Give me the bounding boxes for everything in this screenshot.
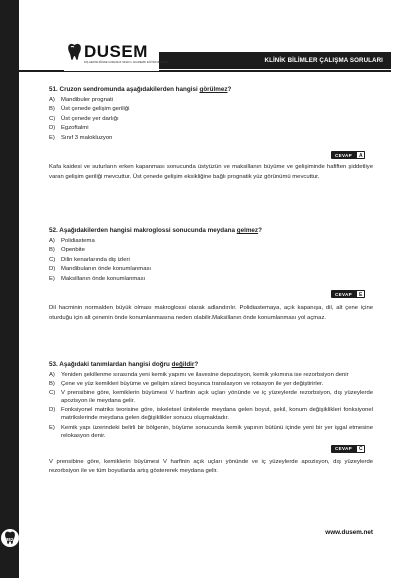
option-letter: B): [49, 106, 55, 113]
question-mark: ?: [227, 86, 232, 93]
option-d: [49, 406, 373, 422]
page-number: 382: [5, 537, 14, 542]
option-letter: E): [49, 134, 55, 141]
option-letter: B): [49, 247, 55, 254]
section-title: KLİNİK BİLİMLER ÇALIŞMA SORULARI: [264, 57, 383, 64]
brand-name: DUSEM: [84, 42, 148, 61]
question-number: 53.: [49, 361, 58, 368]
option-text: Üst çenede gelişim geriliği: [61, 106, 130, 113]
question-text: Aşağıdaki tanımlardan hangisi doğru: [59, 361, 172, 368]
option-a: [49, 371, 373, 379]
option-letter: C): [49, 390, 56, 397]
question-text: Aşağıdakilerden hangisi makroglossi sonucunda meydana: [59, 227, 237, 234]
option-letter: A): [49, 238, 55, 244]
answer-letter: A: [359, 152, 363, 159]
option-text: Üst çenede yer darlığı: [61, 115, 119, 122]
option-e: [49, 424, 373, 440]
question-key-word: değildir: [171, 361, 195, 368]
option-c: [49, 256, 373, 265]
option-list: [49, 237, 373, 284]
header-title-bar: [159, 52, 391, 69]
answer-letter: C: [359, 446, 363, 453]
question-51: [49, 86, 373, 182]
option-a: [49, 237, 373, 246]
option-text: Mandibulanın önde konumlanması: [61, 266, 152, 273]
option-e: [49, 134, 373, 143]
answer-letter-box: [356, 290, 365, 298]
question-mark: ?: [258, 227, 262, 234]
question-52: [49, 227, 373, 323]
option-letter: A): [49, 97, 55, 103]
answer-label: CEVAP: [335, 152, 352, 158]
option-text: V prensibine göre, kemiklerin büyümesi V harfinin açık uçları yönünde ve iç yüzeylerde rezorbsiyon, dış yüzeylerde apozisyon ile meydana gelir.: [61, 390, 373, 405]
tooth-icon: [67, 43, 82, 61]
option-b: [49, 380, 373, 388]
answer-label: CEVAP: [335, 291, 352, 297]
answer-letter: E: [359, 291, 363, 298]
option-c: [49, 389, 373, 405]
option-text: Çene ve yüz kemikleri büyüme ve gelişim süreci boyunca translasyon ve rotasyon ile yer değiştirirler.: [61, 381, 324, 388]
option-letter: D): [49, 407, 56, 414]
option-c: [49, 115, 373, 124]
page-header: [19, 40, 391, 72]
explanation: V prensibine göre, kemiklerin büyümesi V harfinin açık uçları yönünde ve iç yüzeylerde apozisyon, dış yüzeylerde rezorbsiyon ile ve tüm boyutlarda artış göstererek meydana gelir.: [49, 458, 373, 475]
question-key-word: gelmez: [236, 227, 259, 234]
brand-tagline: DİŞ HEKİMLİĞİNDE UZMANLIK SINAVI • AKADEMİK EĞİTİM MERKEZİ: [84, 61, 169, 64]
answer-badge: [331, 290, 365, 298]
option-b: [49, 246, 373, 255]
option-letter: B): [49, 381, 55, 388]
answer-letter-box: [356, 445, 365, 453]
dusem-logo: [64, 40, 169, 71]
option-letter: E): [49, 275, 55, 282]
answer-row: [49, 290, 373, 300]
option-e: [49, 275, 373, 284]
option-letter: D): [49, 125, 56, 132]
question-text: Cruzon sendromunda aşağıdakilerden hangisi: [59, 86, 200, 93]
option-letter: D): [49, 266, 56, 273]
option-text: Egzoftalmi: [61, 125, 89, 132]
option-text: Maksillanın önde konumlanması: [61, 275, 146, 282]
question-number: 51.: [49, 86, 58, 93]
answer-badge: [331, 151, 365, 159]
left-margin-band: [0, 0, 19, 578]
question-number: 52.: [49, 227, 58, 234]
option-list: [49, 96, 373, 143]
question-stem: [49, 86, 373, 94]
option-letter: E): [49, 424, 55, 431]
answer-badge: [331, 445, 365, 453]
answer-label: CEVAP: [335, 446, 352, 452]
question-mark: ?: [194, 361, 199, 368]
option-text: Polidiastema: [61, 238, 95, 244]
question-stem: [49, 227, 373, 235]
option-text: Dilin kenarlarında diş izleri: [61, 256, 130, 263]
option-text: Mandibuler prognati: [61, 97, 114, 103]
option-text: Sınıf 3 malokluzyon: [61, 134, 113, 141]
option-b: [49, 105, 373, 114]
option-list: [49, 371, 373, 440]
explanation: Dil hacminin normalden büyük olması makroglossi olarak adlandırılır. Polidiastemaya, açık kapanışa, dil, alt çene içine oturduğu için alt çenenin önde konumlanmasına neden olabilir.Maksillanın önde konumlanması yol açmaz.: [49, 305, 373, 321]
option-text: Yeniden şekillenme sırasında yeni kemik yapımı ve ilavesine depozisyon, kemik yıkımına ise rezorbsiyon denir: [61, 372, 349, 378]
website-link[interactable]: www.dusem.net: [325, 529, 373, 536]
option-letter: C): [49, 115, 56, 122]
option-letter: C): [49, 256, 56, 263]
answer-row: [49, 151, 373, 161]
option-d: [49, 124, 373, 133]
option-text: Kemik yapı üzerindeki belirli bir bölgenin, büyüme sonucunda kemik yapının bütünü içinde yeni bir yer işgal etmesine relokasyon denir.: [61, 424, 373, 439]
explanation: Kafa kaidesi ve suturların erken kapanması sonucunda üstyüzün ve maksillanın büyüme ve gelişiminde hafiften şiddetliye varan gelişim geriliği mevcuttur. Üst çenede gelişim eksikliğine bağlı prognatik yüz görünümü mevcuttur.: [49, 164, 373, 180]
answer-row: [49, 445, 373, 455]
question-stem: [49, 361, 373, 369]
question-key-word: görülmez: [199, 86, 228, 93]
option-a: [49, 96, 373, 105]
option-d: [49, 265, 373, 274]
answer-letter-box: [356, 151, 365, 159]
question-53: [49, 361, 373, 477]
option-letter: A): [49, 372, 55, 378]
option-text: Openbite: [61, 247, 85, 254]
option-text: Fonksiyonel matriks teorisine göre, iskeletsel ünitelerde meydana gelen boyut, şekil, konum değişiklikleri fonksiyonel matrikslerinde meydana gelen değişiklikler sonucu oluşmaktadır.: [61, 407, 373, 422]
